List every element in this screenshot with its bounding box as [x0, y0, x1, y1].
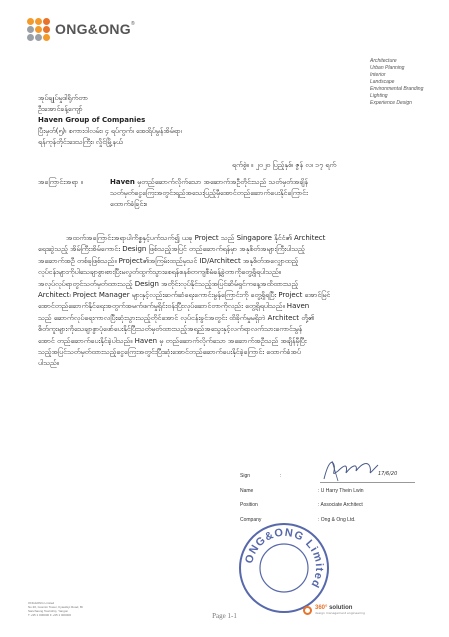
service-item: Urban Planning: [370, 65, 405, 71]
body-line: အလုပ်လုပ်ရာတွင်သတ်မှတ်ထားသည့် Design အတိုင်းလုပ်နိုင်သည့်အပြင်ဆိမ်ရှင်ကနေ့အထိထားသည့်: [38, 279, 299, 288]
services-list: [370, 58, 423, 107]
recipient-title: အုပ်ချုပ်မှုဒါရိုက်တာ: [38, 94, 88, 102]
body-line: သည် ဆောက်လုပ်ရေးကာလပြီးဆုံးသွားသည့်တိုင်အောင် လုပ်ငန်းခွင်အတွင်း ထိခိုက်မှုမရှိဘဲ Architect တို့၏: [38, 313, 315, 322]
service-item: Architecture: [370, 58, 397, 64]
service-item: Lighting: [370, 93, 388, 99]
service-item: Landscape: [370, 79, 395, 85]
logo-dot: [27, 18, 34, 25]
recipient-address: [38, 93, 182, 148]
body-line: စိတ်ကူးများကိုသေချာစွာပုံဖော်ပေးနိုင်ပြီးသတ်မှတ်ထားသည့်အရည်အသွေးနှင့်လက်ရာလက်သားကောင်းမွန်: [38, 325, 303, 334]
body-line: သည့်အပြင်သတ်မှတ်ထားသည့်ငွေကြေးအတွင်းပြီးဆုံးအောင်တည်ဆောက်ပေးနိုင်ခဲ့ကြောင်း ထောက်ခံအပ်: [38, 348, 301, 357]
page-number: Page 1-1: [212, 612, 237, 620]
sign-row: Sign :: [240, 473, 282, 479]
body-line: Architect၊ Project Manager များနှင့်လည်းဆက်ဆံရေးကောင်းမွန်ကြောင်းကို တွေ့ရှိရပြီး Project အောင်မြင်: [38, 291, 331, 300]
footer-address: ONG&ONG Limited No.30, Gosmin Tower, Kyaukkyi Road, Bt Sanchaung Township, Yangon T +95 1 000000 F +95 1 000000: [28, 601, 83, 617]
body-line: ရေးဆွဲသည့် အိမ်ကြီးအိမ်ကောင်း Design ဖြစ်သည့်အပြင် တည်ဆောက်ရန်မှာ အနုစိတ်အများကြီးပါသည့်: [38, 245, 305, 254]
brand-ring-icon: [303, 606, 312, 615]
company-stamp-icon: [236, 520, 332, 616]
logo-dot: [43, 26, 50, 33]
logo-dot: [27, 26, 34, 33]
position-row: Position : Associate Architect: [240, 502, 363, 508]
company-row: Company : Ong & Ong Ltd.: [240, 516, 356, 523]
body-line: ပါသည်။: [38, 359, 59, 368]
logo-dot: [35, 26, 42, 33]
letter-date: ရက်စွဲ။ ။ ၂၀၂၀ ပြည့်နှစ်၊ ဇွန် လ၊ ၁၇ ရက်: [232, 161, 337, 169]
stamp-text: ONG&ONG Limited: [243, 526, 326, 591]
company-logo: [27, 15, 135, 43]
logo-dot: [35, 18, 42, 25]
footer-brand: 360° solution design management engineering: [303, 605, 365, 615]
signature-date: 17/6/20: [378, 471, 398, 477]
service-item: Experience Design: [370, 100, 412, 106]
subject-text: Haven မှတည်ဆောက်လိုက်သော အဆောက်အဦတိုင်းသည် သတ်မှတ်အချိန် သတ်မှတ်ငွေကြေးအတွင်းရည်အသေးပြည့်မှီအောင်တည်ဆောက်ပေးနိုင်ကြောင်း ထောက်ခံခြင်း။: [110, 178, 309, 208]
logo-dots-icon: [27, 18, 50, 41]
logo-wordmark: ONG&ONG®: [55, 21, 135, 37]
service-item: Environmental Branding: [370, 86, 424, 92]
recipient-name: ဦးအောင်ခန့်ကျော်: [38, 105, 83, 113]
logo-dot: [35, 34, 42, 41]
logo-dot: [43, 34, 50, 41]
recipient-street: ပြီးမှတ်(၅)၊ စကားဝါလမ်း၊ ၄ ရပ်ကွက်၊ အေးရိပ်မွန်အိမ်ရာ၊: [38, 127, 182, 135]
subject-label: အကြောင်းအရာ ။: [38, 178, 83, 186]
svg-text:ONG&ONG Limited: [243, 527, 325, 590]
recipient-company: Haven Group of Companies: [38, 116, 146, 124]
body-line: အဆောက်အဦ တစ်ခုဖြစ်သည်။ Project၏အကြမ်းထည်မှသင် ID/Architect အနုစိတ်အလျှောထည့်: [38, 256, 299, 265]
logo-dot: [27, 34, 34, 41]
body-line: လုပ်ငန်းများကိုပါသေချာစွာ၊စားပြီးမလွတ်ထွက်သွားစေရန်စနစ်တကျစီမံခန့်ခွဲတာကိုတွေ့ရှိရပါသည်။: [38, 268, 281, 277]
signatory-details: [240, 469, 363, 527]
letter-body: [38, 233, 408, 370]
body-line: အောင် တည်ဆောက်ပေးနိုင်ခဲ့ပါသည်။ Haven မှ တည်ဆောက်လိုက်သော အဆောက်အဦသည် အချိန်မှီပြီး: [38, 336, 307, 345]
body-line: အထက်အကြောင်းအရာပါကိစ္စနှင့်ပက်သက်၍ ယခု Project သည် Singapore နိုင်ငံ၏ Architect: [66, 234, 326, 242]
logo-dot: [43, 18, 50, 25]
service-item: Interior: [370, 72, 386, 78]
body-line: အောင်တည်ဆောက်နိုင်ရေးအတွက်အမက်ဖက်မှုရှိင်းဝန်းပြီးလုပ်ဆောင်တာကိုလည်း တွေ့ရှိရပါသည်။ Haven: [38, 302, 310, 311]
recipient-city: ရန်ကုန်တိုင်းဒေသကြီး၊ လှိုင်မြို့နယ်: [38, 138, 123, 146]
name-row: Name : U Harry Thein Lwin: [240, 487, 364, 494]
